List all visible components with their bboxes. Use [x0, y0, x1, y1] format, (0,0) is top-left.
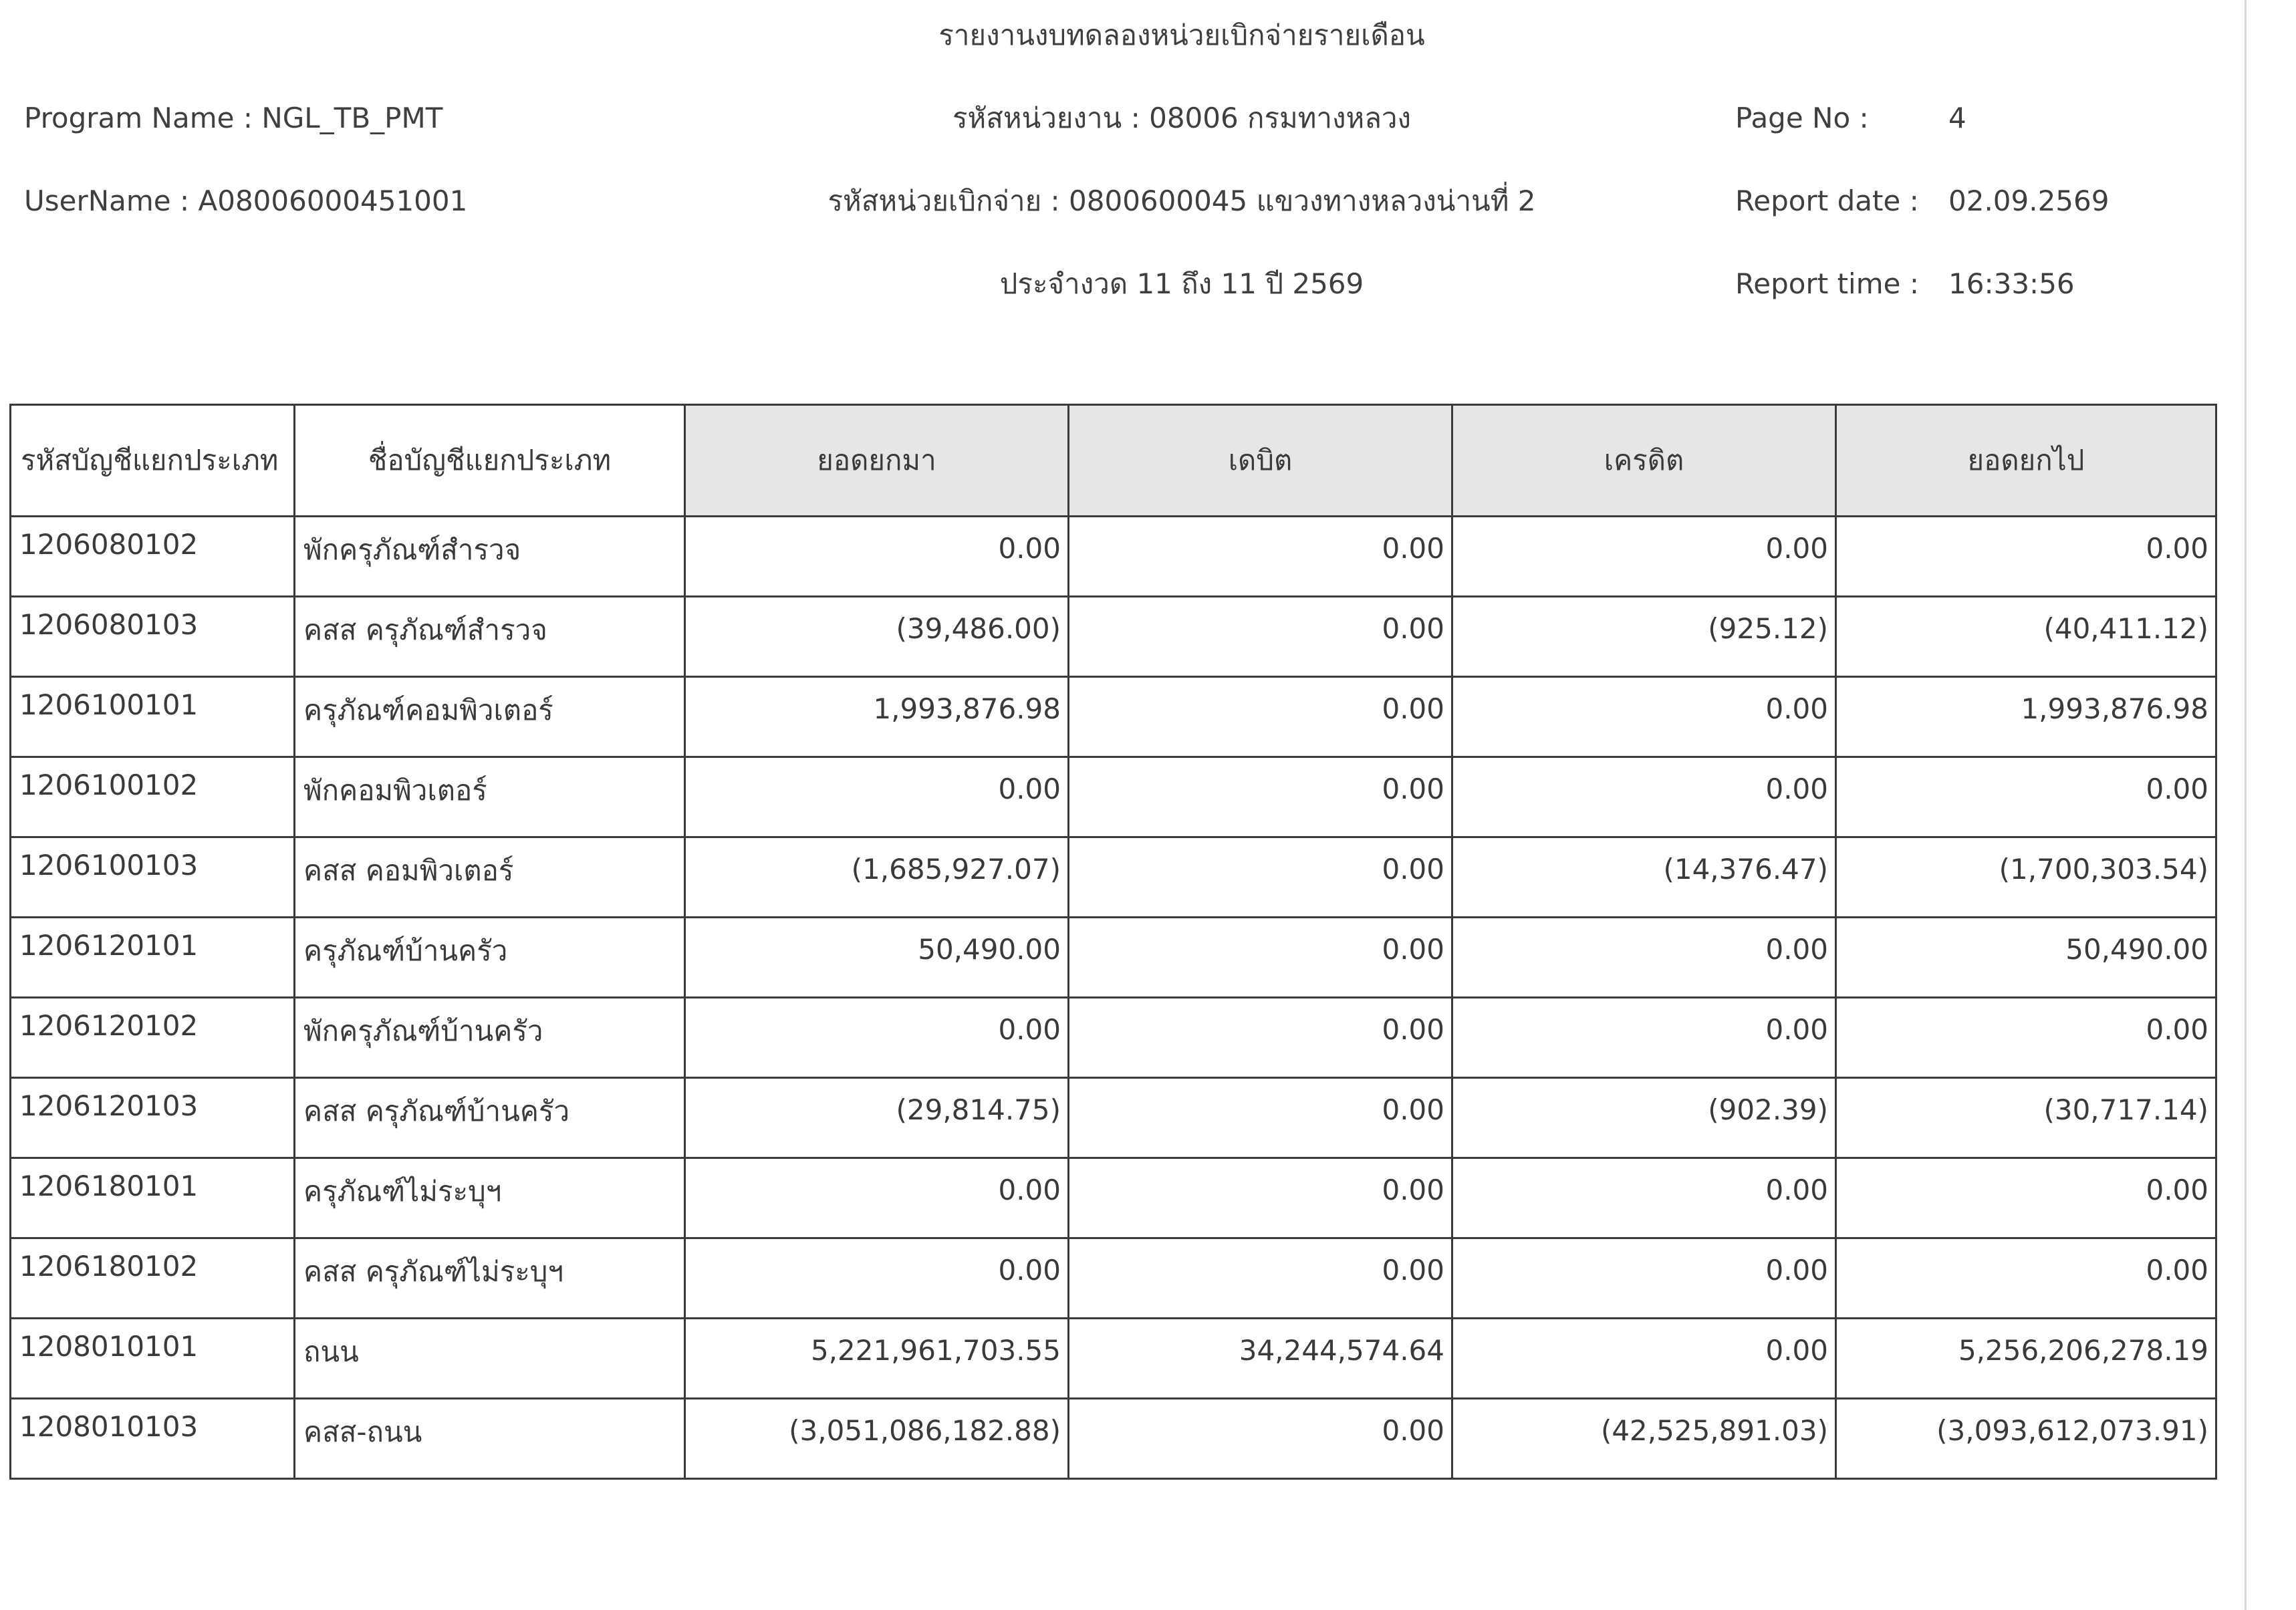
debit-cell: 0.00 — [1069, 1078, 1452, 1158]
debit-cell: 34,244,574.64 — [1069, 1319, 1452, 1399]
carried-forward-cell: 0.00 — [1836, 757, 2216, 837]
trial-balance-table — [9, 404, 2217, 1480]
brought-forward-cell: 0.00 — [685, 1238, 1069, 1319]
program-name: Program Name : NGL_TB_PMT — [24, 102, 443, 134]
brought-forward-cell: 50,490.00 — [685, 918, 1069, 998]
account-name-cell: พักคอมพิวเตอร์ — [295, 757, 685, 837]
carried-forward-cell: (3,093,612,073.91) — [1836, 1399, 2216, 1479]
page-no-value: 4 — [1948, 102, 1966, 134]
table-row — [11, 757, 2216, 837]
credit-cell: 0.00 — [1452, 757, 1836, 837]
brought-forward-cell: 1,993,876.98 — [685, 677, 1069, 757]
debit-cell: 0.00 — [1069, 517, 1452, 597]
table-row — [11, 1158, 2216, 1238]
account-name-cell: ครุภัณฑ์คอมพิวเตอร์ — [295, 677, 685, 757]
carried-forward-cell: 0.00 — [1836, 1238, 2216, 1319]
brought-forward-cell: (3,051,086,182.88) — [685, 1399, 1069, 1479]
brought-forward-cell: 0.00 — [685, 517, 1069, 597]
account-code-cell: 1206080103 — [11, 597, 295, 677]
table-row — [11, 918, 2216, 998]
account-name-cell: ครุภัณฑ์ไม่ระบุฯ — [295, 1158, 685, 1238]
debit-cell: 0.00 — [1069, 757, 1452, 837]
header-account-code: รหัสบัญชีแยกประเภท — [11, 405, 295, 517]
table-row — [11, 1078, 2216, 1158]
debit-cell: 0.00 — [1069, 677, 1452, 757]
debit-cell: 0.00 — [1069, 1399, 1452, 1479]
credit-cell: (902.39) — [1452, 1078, 1836, 1158]
account-name-cell: คสส-ถนน — [295, 1399, 685, 1479]
page-no-label: Page No : — [1735, 102, 1869, 134]
table-row — [11, 517, 2216, 597]
account-code-cell: 1206100102 — [11, 757, 295, 837]
account-name-cell: พักครุภัณฑ์สำรวจ — [295, 517, 685, 597]
account-code-cell: 1206120103 — [11, 1078, 295, 1158]
account-code-cell: 1206100101 — [11, 677, 295, 757]
account-name-cell: คสส ครุภัณฑ์ไม่ระบุฯ — [295, 1238, 685, 1319]
report-date-value: 02.09.2569 — [1948, 184, 2110, 217]
credit-cell: 0.00 — [1452, 677, 1836, 757]
agency-code: รหัสหน่วยงาน : 08006 กรมทางหลวง — [952, 102, 1412, 134]
brought-forward-cell: 0.00 — [685, 998, 1069, 1078]
account-code-cell: 1208010101 — [11, 1319, 295, 1399]
table-row — [11, 1319, 2216, 1399]
account-name-cell: พักครุภัณฑ์บ้านครัว — [295, 998, 685, 1078]
brought-forward-cell: 0.00 — [685, 757, 1069, 837]
brought-forward-cell: (1,685,927.07) — [685, 837, 1069, 918]
report-date-label: Report date : — [1735, 184, 1919, 217]
account-code-cell: 1206180101 — [11, 1158, 295, 1238]
account-code-cell: 1206100103 — [11, 837, 295, 918]
report-period: ประจำงวด 11 ถึง 11 ปี 2569 — [999, 267, 1364, 300]
account-name-cell: คสส ครุภัณฑ์สำรวจ — [295, 597, 685, 677]
credit-cell: (14,376.47) — [1452, 837, 1836, 918]
account-code-cell: 1206120101 — [11, 918, 295, 998]
brought-forward-cell: 0.00 — [685, 1158, 1069, 1238]
brought-forward-cell: (39,486.00) — [685, 597, 1069, 677]
carried-forward-cell: 50,490.00 — [1836, 918, 2216, 998]
carried-forward-cell: 1,993,876.98 — [1836, 677, 2216, 757]
carried-forward-cell: 0.00 — [1836, 1158, 2216, 1238]
credit-cell: 0.00 — [1452, 517, 1836, 597]
account-name-cell: ครุภัณฑ์บ้านครัว — [295, 918, 685, 998]
header-debit: เดบิต — [1069, 405, 1452, 517]
carried-forward-cell: 0.00 — [1836, 998, 2216, 1078]
report-time-value: 16:33:56 — [1948, 267, 2075, 300]
brought-forward-cell: (29,814.75) — [685, 1078, 1069, 1158]
brought-forward-cell: 5,221,961,703.55 — [685, 1319, 1069, 1399]
table-row — [11, 677, 2216, 757]
credit-cell: 0.00 — [1452, 1319, 1836, 1399]
table-row — [11, 597, 2216, 677]
disbursing-unit: รหัสหน่วยเบิกจ่าย : 0800600045 แขวงทางหลวงน่านที่ 2 — [827, 184, 1536, 217]
header-credit: เครดิต — [1452, 405, 1836, 517]
credit-cell: (42,525,891.03) — [1452, 1399, 1836, 1479]
credit-cell: 0.00 — [1452, 1158, 1836, 1238]
table-row — [11, 1399, 2216, 1479]
account-name-cell: ถนน — [295, 1319, 685, 1399]
debit-cell: 0.00 — [1069, 998, 1452, 1078]
account-code-cell: 1206180102 — [11, 1238, 295, 1319]
credit-cell: 0.00 — [1452, 1238, 1836, 1319]
carried-forward-cell: 0.00 — [1836, 517, 2216, 597]
header-carried-forward: ยอดยกไป — [1836, 405, 2216, 517]
carried-forward-cell: (30,717.14) — [1836, 1078, 2216, 1158]
account-name-cell: คสส ครุภัณฑ์บ้านครัว — [295, 1078, 685, 1158]
table-header-row — [11, 405, 2216, 517]
credit-cell: 0.00 — [1452, 918, 1836, 998]
header-account-name: ชื่อบัญชีแยกประเภท — [295, 405, 685, 517]
table-row — [11, 998, 2216, 1078]
account-code-cell: 1206080102 — [11, 517, 295, 597]
debit-cell: 0.00 — [1069, 918, 1452, 998]
credit-cell: (925.12) — [1452, 597, 1836, 677]
account-code-cell: 1208010103 — [11, 1399, 295, 1479]
report-title: รายงานงบทดลองหน่วยเบิกจ่ายรายเดือน — [938, 19, 1425, 51]
carried-forward-cell: 5,256,206,278.19 — [1836, 1319, 2216, 1399]
table-row — [11, 837, 2216, 918]
page-edge-divider — [2245, 0, 2247, 1610]
username: UserName : A08006000451001 — [24, 184, 468, 217]
table-row — [11, 1238, 2216, 1319]
debit-cell: 0.00 — [1069, 837, 1452, 918]
account-name-cell: คสส คอมพิวเตอร์ — [295, 837, 685, 918]
debit-cell: 0.00 — [1069, 597, 1452, 677]
debit-cell: 0.00 — [1069, 1158, 1452, 1238]
report-time-label: Report time : — [1735, 267, 1919, 300]
credit-cell: 0.00 — [1452, 998, 1836, 1078]
header-brought-forward: ยอดยกมา — [685, 405, 1069, 517]
debit-cell: 0.00 — [1069, 1238, 1452, 1319]
account-code-cell: 1206120102 — [11, 998, 295, 1078]
carried-forward-cell: (40,411.12) — [1836, 597, 2216, 677]
carried-forward-cell: (1,700,303.54) — [1836, 837, 2216, 918]
